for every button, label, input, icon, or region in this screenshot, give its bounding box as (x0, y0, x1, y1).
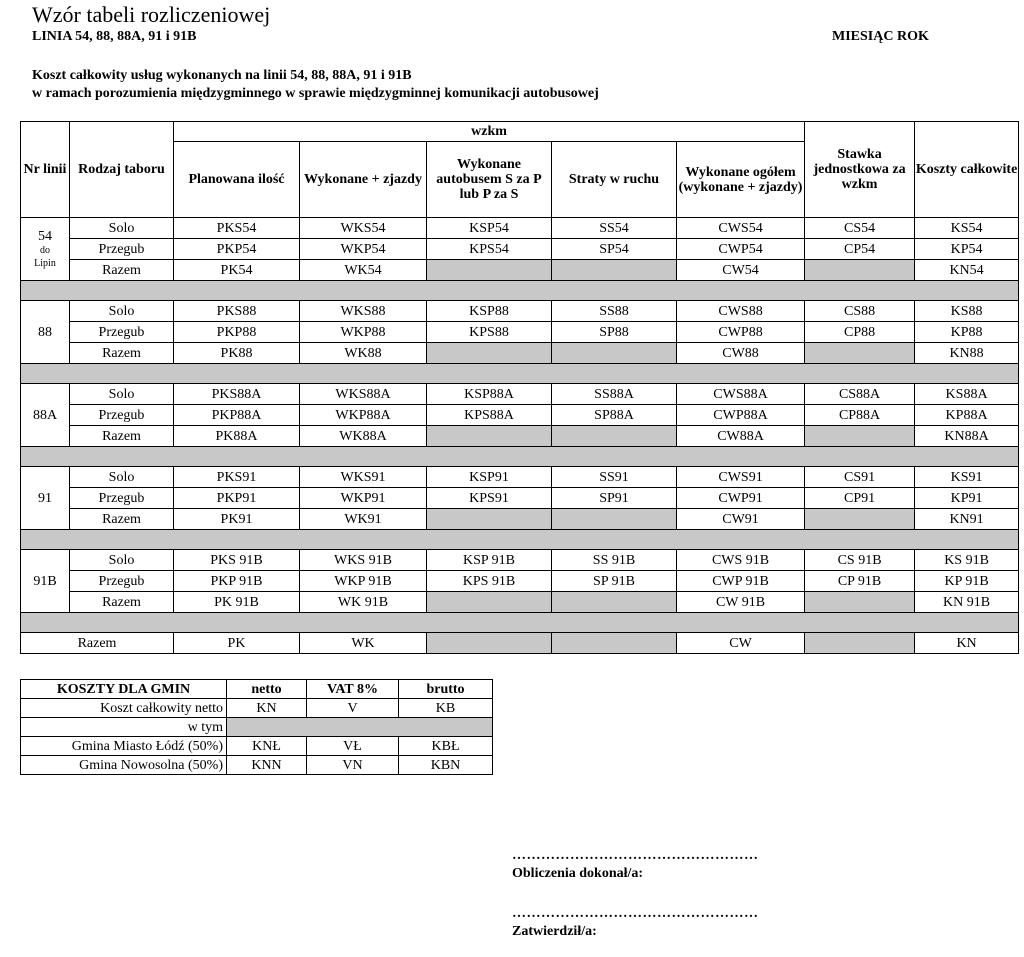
table-row (21, 343, 1019, 364)
costs-header-netto: netto (227, 680, 307, 699)
table-cell: CW54 (677, 260, 805, 281)
line-number (21, 301, 70, 364)
table-cell: WK88 (300, 343, 427, 364)
municipality-costs-table (20, 679, 493, 775)
gray-cell (552, 260, 677, 281)
table-cell: CWS91 (677, 467, 805, 488)
costs-lodz-brutto: KBŁ (399, 737, 493, 756)
costs-total-netto: KN (227, 699, 307, 718)
table-cell: PK 91B (174, 592, 300, 613)
table-cell: WKP88A (300, 405, 427, 426)
table-cell: CP88 (805, 322, 915, 343)
table-cell: KPS54 (427, 239, 552, 260)
calculated-by-label: Obliczenia dokonał/a: (512, 866, 644, 881)
table-cell: KSP91 (427, 467, 552, 488)
gray-cell (805, 426, 915, 447)
rolling-stock-type: Solo (70, 550, 174, 571)
table-cell: SS88 (552, 301, 677, 322)
rolling-stock-type: Solo (70, 384, 174, 405)
table-cell: CW 91B (677, 592, 805, 613)
gray-cell (227, 718, 493, 737)
table-cell: KPS91 (427, 488, 552, 509)
total-label: Razem (21, 633, 174, 654)
separator-cell (21, 281, 1019, 301)
description-line-1: Koszt całkowity usług wykonanych na linii 54, 88, 88A, 91 i 91B (32, 68, 412, 83)
line-subtitle: LINIA 54, 88, 88A, 91 i 91B (32, 29, 197, 44)
table-cell: CWP88A (677, 405, 805, 426)
total-cw: CW (677, 633, 805, 654)
table-cell: KN91 (915, 509, 1019, 530)
header-rodzaj-taboru: Rodzaj taboru (70, 122, 174, 218)
table-cell: CS91 (805, 467, 915, 488)
gray-cell (805, 633, 915, 654)
table-cell: CWS54 (677, 218, 805, 239)
settlement-table-body (21, 218, 1019, 633)
table-cell: WKS88A (300, 384, 427, 405)
gray-cell (552, 509, 677, 530)
table-cell: WKP88 (300, 322, 427, 343)
header-straty: Straty w ruchu (552, 142, 677, 218)
table-cell: WKS 91B (300, 550, 427, 571)
separator-row (21, 530, 1019, 550)
table-cell: WKS88 (300, 301, 427, 322)
table-cell: WKS91 (300, 467, 427, 488)
gray-cell (427, 426, 552, 447)
table-cell: SP88 (552, 322, 677, 343)
document-title: Wzór tabeli rozliczeniowej (32, 2, 271, 27)
approved-by-label: Zatwierdził/a: (512, 924, 597, 939)
table-cell: WK54 (300, 260, 427, 281)
table-row (21, 322, 1019, 343)
table-cell: CWS88 (677, 301, 805, 322)
gray-cell (427, 633, 552, 654)
header-stawka: Stawka jednostkowa za wzkm (805, 122, 915, 218)
table-cell: KSP88A (427, 384, 552, 405)
header-wykonane-ogolem: Wykonane ogółem (wykonane + zjazdy) (677, 142, 805, 218)
table-cell: WKP 91B (300, 571, 427, 592)
table-cell: PKS88 (174, 301, 300, 322)
table-cell: KS54 (915, 218, 1019, 239)
line-number (21, 384, 70, 447)
table-cell: KP88A (915, 405, 1019, 426)
costs-total-brutto: KB (399, 699, 493, 718)
table-cell: CWP54 (677, 239, 805, 260)
line-number-value: 88A (32, 407, 58, 423)
gray-cell (427, 509, 552, 530)
table-cell: KPS 91B (427, 571, 552, 592)
separator-cell (21, 613, 1019, 633)
costs-w-tym-label: w tym (21, 718, 227, 737)
table-cell: KSP54 (427, 218, 552, 239)
total-row (21, 633, 1019, 654)
gray-cell (552, 633, 677, 654)
separator-row (21, 281, 1019, 301)
table-cell: WKP91 (300, 488, 427, 509)
table-cell: CWS88A (677, 384, 805, 405)
table-cell: PKS88A (174, 384, 300, 405)
table-cell: CS54 (805, 218, 915, 239)
rolling-stock-type: Razem (70, 509, 174, 530)
table-cell: PKP91 (174, 488, 300, 509)
costs-total-vat: V (307, 699, 399, 718)
total-kn: KN (915, 633, 1019, 654)
table-cell: KS 91B (915, 550, 1019, 571)
line-number-value: 91B (33, 573, 57, 589)
header-koszty: Koszty całkowite (915, 122, 1019, 218)
gray-cell (805, 509, 915, 530)
table-cell: SS88A (552, 384, 677, 405)
gray-cell (805, 260, 915, 281)
table-cell: CW88A (677, 426, 805, 447)
table-cell: KP91 (915, 488, 1019, 509)
line-number-note: Lipin (34, 257, 56, 269)
line-number-value: 91 (38, 490, 52, 506)
rolling-stock-type: Przegub (70, 239, 174, 260)
rolling-stock-type: Razem (70, 592, 174, 613)
table-cell: KP54 (915, 239, 1019, 260)
table-cell: CS88 (805, 301, 915, 322)
table-cell: PKP54 (174, 239, 300, 260)
gray-cell (805, 343, 915, 364)
table-cell: WKP54 (300, 239, 427, 260)
table-cell: KS91 (915, 467, 1019, 488)
table-row (21, 405, 1019, 426)
table-row (21, 509, 1019, 530)
table-cell: CS88A (805, 384, 915, 405)
table-cell: SP91 (552, 488, 677, 509)
table-cell: WKS54 (300, 218, 427, 239)
table-row (21, 426, 1019, 447)
gray-cell (552, 592, 677, 613)
table-cell: CWP 91B (677, 571, 805, 592)
header-wykonane: Wykonane + zjazdy (300, 142, 427, 218)
line-number-value: 88 (38, 324, 52, 340)
separator-row (21, 447, 1019, 467)
table-cell: PK88A (174, 426, 300, 447)
costs-nowosolna-label: Gmina Nowosolna (50%) (21, 756, 227, 775)
description-line-2: w ramach porozumienia międzygminnego w sprawie międzygminnej komunikacji autobusowej (32, 86, 599, 101)
table-cell: WK91 (300, 509, 427, 530)
rolling-stock-type: Razem (70, 260, 174, 281)
table-cell: CW88 (677, 343, 805, 364)
costs-header-title: KOSZTY DLA GMIN (21, 680, 227, 699)
table-row (21, 218, 1019, 239)
table-cell: CP54 (805, 239, 915, 260)
costs-total-label: Koszt całkowity netto (21, 699, 227, 718)
table-cell: PK88 (174, 343, 300, 364)
header-wzkm: wzkm (174, 122, 805, 142)
table-cell: PKP88A (174, 405, 300, 426)
separator-cell (21, 447, 1019, 467)
table-cell: CWP88 (677, 322, 805, 343)
separator-row (21, 613, 1019, 633)
rolling-stock-type: Razem (70, 343, 174, 364)
table-row (21, 384, 1019, 405)
table-cell: KN 91B (915, 592, 1019, 613)
costs-lodz-label: Gmina Miasto Łódź (50%) (21, 737, 227, 756)
costs-nowosolna-vat: VN (307, 756, 399, 775)
table-cell: CW91 (677, 509, 805, 530)
table-cell: PKP 91B (174, 571, 300, 592)
gray-cell (427, 260, 552, 281)
total-wk: WK (300, 633, 427, 654)
costs-lodz-vat: VŁ (307, 737, 399, 756)
table-cell: SP54 (552, 239, 677, 260)
rolling-stock-type: Solo (70, 218, 174, 239)
costs-nowosolna-brutto: KBN (399, 756, 493, 775)
rolling-stock-type: Przegub (70, 405, 174, 426)
rolling-stock-type: Przegub (70, 571, 174, 592)
table-cell: PK91 (174, 509, 300, 530)
gray-cell (805, 592, 915, 613)
separator-row (21, 364, 1019, 384)
rolling-stock-type: Razem (70, 426, 174, 447)
table-row (21, 488, 1019, 509)
table-cell: KN54 (915, 260, 1019, 281)
costs-lodz-netto: KNŁ (227, 737, 307, 756)
signature-line-calculated: …………………………………………… (512, 848, 759, 863)
settlement-table (20, 121, 1019, 654)
table-row (21, 467, 1019, 488)
table-cell: KSP88 (427, 301, 552, 322)
table-row (21, 550, 1019, 571)
table-cell: SS54 (552, 218, 677, 239)
table-cell: PKS91 (174, 467, 300, 488)
table-cell: KN88 (915, 343, 1019, 364)
separator-cell (21, 364, 1019, 384)
table-row (21, 239, 1019, 260)
table-cell: KN88A (915, 426, 1019, 447)
table-cell: SS 91B (552, 550, 677, 571)
table-row (21, 260, 1019, 281)
table-row (21, 301, 1019, 322)
table-cell: PKS 91B (174, 550, 300, 571)
table-cell: KS88A (915, 384, 1019, 405)
table-row (21, 571, 1019, 592)
separator-cell (21, 530, 1019, 550)
gray-cell (552, 343, 677, 364)
month-year-label: MIESIĄC ROK (832, 29, 929, 44)
table-cell: SP 91B (552, 571, 677, 592)
rolling-stock-type: Solo (70, 467, 174, 488)
table-cell: CP91 (805, 488, 915, 509)
table-cell: KPS88 (427, 322, 552, 343)
table-cell: WK88A (300, 426, 427, 447)
table-cell: PKS54 (174, 218, 300, 239)
rolling-stock-type: Przegub (70, 488, 174, 509)
header-planowana: Planowana ilość (174, 142, 300, 218)
table-cell: CP 91B (805, 571, 915, 592)
gray-cell (427, 343, 552, 364)
table-cell: SP88A (552, 405, 677, 426)
costs-nowosolna-netto: KNN (227, 756, 307, 775)
line-number (21, 467, 70, 530)
line-number-value: 54 (38, 228, 52, 244)
line-number (21, 550, 70, 613)
header-nr-linii: Nr linii (21, 122, 70, 218)
gray-cell (427, 592, 552, 613)
rolling-stock-type: Przegub (70, 322, 174, 343)
table-cell: KS88 (915, 301, 1019, 322)
total-pk: PK (174, 633, 300, 654)
rolling-stock-type: Solo (70, 301, 174, 322)
table-cell: CWP91 (677, 488, 805, 509)
table-cell: KPS88A (427, 405, 552, 426)
header-wykonane-autobusem: Wykonane autobusem S za P lub P za S (427, 142, 552, 218)
table-cell: CS 91B (805, 550, 915, 571)
table-cell: KSP 91B (427, 550, 552, 571)
line-number-note: do (40, 244, 50, 256)
table-cell: CWS 91B (677, 550, 805, 571)
line-number (21, 218, 70, 281)
table-row (21, 592, 1019, 613)
table-cell: PK54 (174, 260, 300, 281)
costs-header-vat: VAT 8% (307, 680, 399, 699)
table-cell: KP88 (915, 322, 1019, 343)
table-cell: WK 91B (300, 592, 427, 613)
gray-cell (552, 426, 677, 447)
signature-line-approved: …………………………………………… (512, 906, 759, 921)
table-cell: PKP88 (174, 322, 300, 343)
table-cell: CP88A (805, 405, 915, 426)
table-cell: KP 91B (915, 571, 1019, 592)
table-cell: SS91 (552, 467, 677, 488)
costs-header-brutto: brutto (399, 680, 493, 699)
